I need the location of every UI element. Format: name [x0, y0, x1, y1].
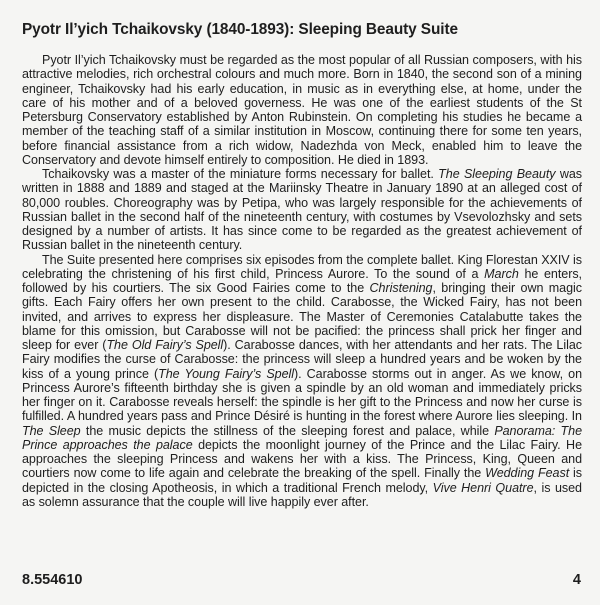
text-run: the music depicts the stillness of the sleeping forest and palace, while: [80, 423, 495, 438]
italic-title-run: Wedding Feast: [485, 466, 570, 481]
body-text: [22, 53, 582, 509]
italic-title-run: Vive Henri Quatre: [432, 480, 534, 495]
catalogue-number: 8.554610: [22, 572, 83, 588]
text-run: was written in 1888 and 1889 and staged at the Mariinsky Theatre in January 1890 at an alleged cost of 80,000 roubles. Choreography was by Petipa, who was largely responsible for the achievements of Russian ballet in the second half of the nineteenth century, with costumes by Vsevolozhsky and sets designed by a number of artists. It has since come to be regarded as the greatest achievement of Russian ballet in the nineteenth century.: [22, 167, 582, 253]
paragraph-ballet-history: [22, 167, 582, 253]
text-run: The Suite presented here comprises six episodes from the complete ballet. King Florestan XXIV is celebrating the christening of his first child, Princess Aurore. To the sound of a: [22, 252, 582, 281]
italic-title-run: Christening: [369, 281, 433, 295]
text-run: ). Carabosse dances, with her attendants and her rats. The Lilac Fairy modifies the curse of Carabosse: the princess will sleep a hundred years and be woken by the kiss of a young prince (: [22, 338, 582, 381]
text-run: , bringing their own magic gifts. Each Fairy offers her own present to the child. Carabosse, the Wicked Fairy, has not been invited, and arrives to express her displeasure. The Master of Ceremonies Catalabutte takes the blame for this omission, but Carabosse will not be pacified: the princess shall prick her finger and sleep for ever (: [22, 281, 582, 352]
italic-title-run: The Sleep: [22, 423, 81, 438]
italic-title-run: The Old Fairy’s Spell: [106, 338, 224, 352]
text-run: , is used as solemn assurance that the couple will live happily ever after.: [22, 480, 582, 509]
italic-title-run: The Young Fairy’s Spell: [158, 366, 294, 381]
text-run: he enters, followed by his courtiers. The six Good Fairies come to the: [22, 266, 582, 295]
paragraph-suite-synopsis: [22, 253, 582, 510]
paragraph-biography: [22, 53, 582, 167]
italic-title-run: The Sleeping Beauty: [438, 167, 556, 181]
text-run: ). Carabosse storms out in anger. As we know, on Princess Aurore’s fifteenth birthday she is given a spindle by an old woman and immediately pricks her finger on it. Carabosse reveals herself: the spindle is her gift to the Princess and now her curse is fulfilled. A hundred years pass and Prince Désiré is hunting in the forest where Aurore lies sleeping. In: [22, 366, 582, 424]
page-number: 4: [572, 572, 581, 588]
italic-title-run: March: [484, 266, 519, 281]
text-run: Pyotr Il’yich Tchaikovsky must be regarded as the most popular of all Russian composers, with his attractive melodies, rich orchestral colours and much more. Born in 1840, the second son of a mining engineer, Tchaikovsky had his early education, in music as in everything else, at home, under the care of his mother and of a beloved governess. He was one of the earliest students of the St Petersburg Conservatory established by Anton Rubinstein. On completing his studies he became a member of the teaching staff of a similar institution in Moscow, continuing there for some ten years, before financial assistance from a rich widow, Nadezhda von Meck, enabled him to leave the Conservatory and devote himself entirely to composition. He died in 1893.: [22, 53, 582, 167]
italic-title-run: Panorama: The Prince approaches the palace: [22, 423, 582, 452]
page-title: Pyotr Il’yich Tchaikovsky (1840-1893): Sleeping Beauty Suite: [22, 21, 458, 38]
text-run: depicts the moonlight journey of the Prince and the Lilac Fairy. He approaches the sleeping Princess and wakens her with a kiss. The Princess, King, Queen and courtiers now come to life again and celebrate the breaking of the spell. Finally the: [22, 437, 582, 481]
text-run: is depicted in the closing Apotheosis, in which a traditional French melody,: [22, 466, 582, 495]
text-run: Tchaikovsky was a master of the miniature forms necessary for ballet.: [42, 167, 439, 181]
